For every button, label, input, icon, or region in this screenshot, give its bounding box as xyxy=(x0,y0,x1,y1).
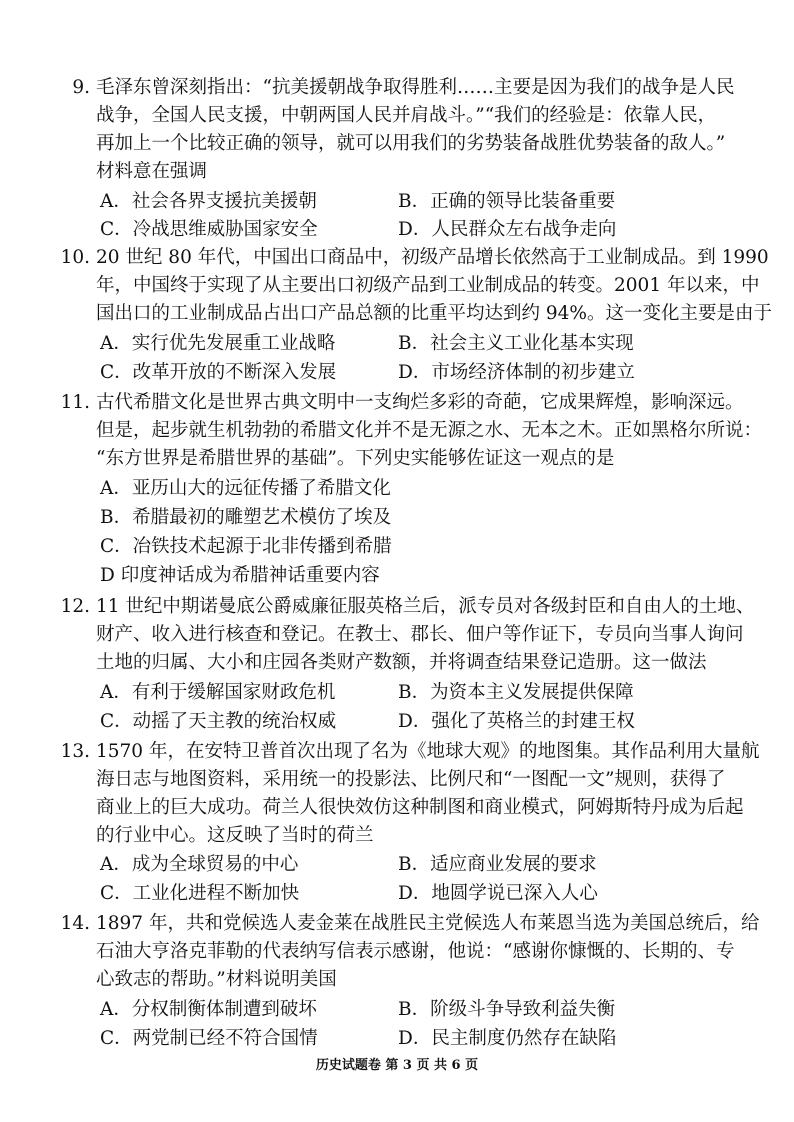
question-text-line: 石油大亨洛克菲勒的代表纳写信表示感谢，他说：“感谢你慷慨的、长期的、专 xyxy=(96,941,735,962)
question-number: 14. xyxy=(60,913,90,934)
option-a: A．社会各界支援抗美援朝 xyxy=(100,191,317,212)
question-number: 12. xyxy=(60,596,90,617)
option-c: C．冷战思维威胁国家安全 xyxy=(100,219,318,240)
option-b: B．适应商业发展的要求 xyxy=(398,854,597,875)
option-a: A．实行优先发展重工业战略 xyxy=(100,333,336,354)
question-text-line: 战争，全国人民支援，中朝两国人民并肩战斗。”“我们的经验是：依靠人民， xyxy=(96,105,717,126)
option-c: C．冶铁技术起源于北非传播到希腊 xyxy=(100,536,392,557)
question-text-line: 国出口的工业制成品占出口产品总额的比重平均达到约 94%。这一变化主要是由于 xyxy=(96,303,773,324)
option-c: C．改革开放的不断深入发展 xyxy=(100,362,337,383)
option-b: B．阶级斗争导致利益失衡 xyxy=(398,999,616,1020)
option-d: D．市场经济体制的初步建立 xyxy=(398,362,635,383)
option-d: D 印度神话成为希腊神话重要内容 xyxy=(100,565,380,586)
option-c: C．两党制已经不符合国情 xyxy=(100,1028,318,1049)
question-number: 9. xyxy=(72,77,90,98)
question-text-line: 1570 年，在安特卫普首次出现了名为《地球大观》的地图集。其作品利用大量航 xyxy=(96,741,760,762)
option-d: D．地圆学说已深入人心 xyxy=(398,883,598,904)
question-text-line: 再加上一个比较正确的领导，就可以用我们的劣势装备战胜优势装备的敌人。” xyxy=(96,133,726,154)
option-c: C．动摇了天主教的统治权威 xyxy=(100,711,337,732)
question-text-line: 海日志与地图资料，采用统一的投影法、比例尺和“一图配一文”规则，获得了 xyxy=(96,769,726,790)
option-b: B．社会主义工业化基本实现 xyxy=(398,333,634,354)
question-text-line: 年，中国终于实现了从主要出口初级产品到工业制成品的转变。2001 年以来，中 xyxy=(96,275,760,296)
question-text-line: 毛泽东曾深刻指出：“抗美援朝战争取得胜利……主要是因为我们的战争是人民 xyxy=(96,77,735,98)
question-text-line: “东方世界是希腊世界的基础”。下列史实能够佐证这一观点的是 xyxy=(96,448,615,469)
question-text-line: 心致志的帮助。”材料说明美国 xyxy=(96,969,337,990)
option-d: D．强化了英格兰的封建王权 xyxy=(398,711,635,732)
question-text-line: 但是，起步就生机勃勃的希腊文化并不是无源之水、无本之木。正如黑格尔所说： xyxy=(96,420,763,441)
question-text-line: 1897 年，共和党候选人麦金莱在战胜民主党候选人布莱恩当选为美国总统后，给 xyxy=(96,913,760,934)
question-text-line: 土地的归属、大小和庄园各类财产数额，并将调查结果登记造册。这一做法 xyxy=(96,652,707,673)
page-footer: 历史试题卷 第 3 页 共 6 页 xyxy=(315,1058,479,1073)
option-b: B．希腊最初的雕塑艺术模仿了埃及 xyxy=(100,507,392,528)
question-number: 10. xyxy=(60,247,90,268)
question-text-line: 材料意在强调 xyxy=(96,161,208,182)
question-text-line: 古代希腊文化是世界古典文明中一支绚烂多彩的奇葩，它成果辉煌，影响深远。 xyxy=(96,392,744,413)
option-a: A．有利于缓解国家财政危机 xyxy=(100,682,336,703)
question-text-line: 商业上的巨大成功。荷兰人很快效仿这种制图和商业模式，阿姆斯特丹成为后起 xyxy=(96,797,744,818)
option-a: A．分权制衡体制遭到破坏 xyxy=(100,999,317,1020)
option-d: D．民主制度仍然存在缺陷 xyxy=(398,1028,617,1049)
option-a: A．成为全球贸易的中心 xyxy=(100,854,299,875)
option-b: B．为资本主义发展提供保障 xyxy=(398,682,634,703)
option-b: B．正确的领导比装备重要 xyxy=(398,191,616,212)
option-c: C．工业化进程不断加快 xyxy=(100,883,300,904)
question-number: 11. xyxy=(60,392,90,413)
question-text-line: 的行业中心。这反映了当时的荷兰 xyxy=(96,825,374,846)
question-number: 13. xyxy=(60,741,90,762)
question-text-line: 20 世纪 80 年代，中国出口商品中，初级产品增长依然高于工业制成品。到 1990 xyxy=(96,247,769,268)
option-a: A．亚历山大的远征传播了希腊文化 xyxy=(100,478,391,499)
option-d: D．人民群众左右战争走向 xyxy=(398,219,617,240)
question-text-line: 11 世纪中期诺曼底公爵威廉征服英格兰后，派专员对各级封臣和自由人的土地、 xyxy=(96,596,755,617)
question-text-line: 财产、收入进行核查和登记。在教士、郡长、佃户等作证下，专员向当事人询问 xyxy=(96,624,744,645)
